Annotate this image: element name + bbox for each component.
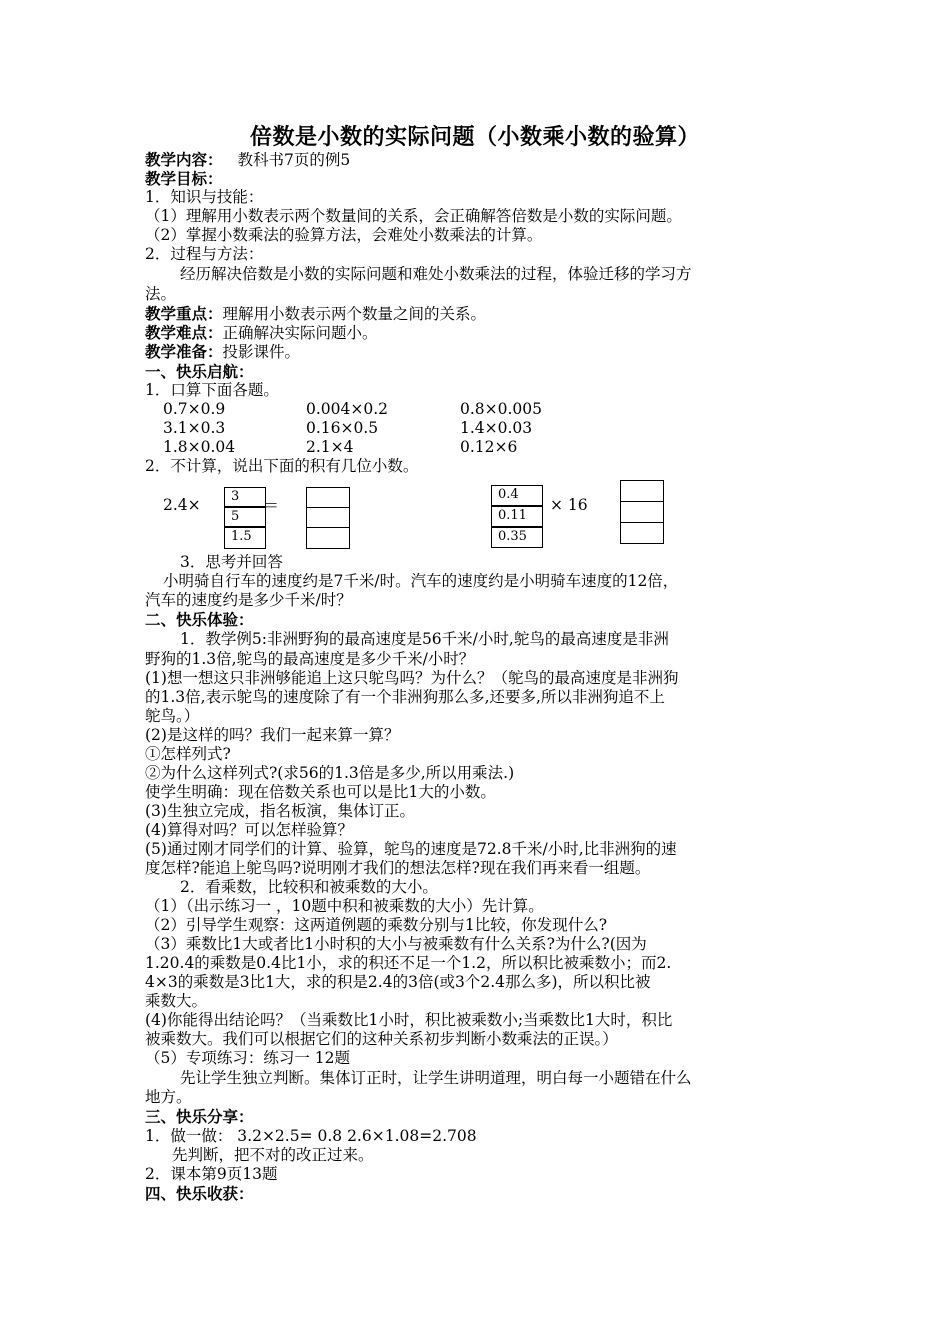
right-cell: 0.11: [491, 506, 543, 527]
key-point-label: 教学重点：: [145, 304, 223, 323]
right-cell: 0.35: [491, 527, 543, 548]
answer-box: [306, 507, 350, 528]
s2-line: (4)你能得出结论吗？（当乘数比1小时，积比被乘数小;当乘数比1大时，积比: [145, 1011, 673, 1029]
oral-item: 0.8×0.005: [460, 400, 543, 418]
s2-line: 地方。: [145, 1088, 192, 1106]
s2-line: (3)生独立完成，指名板演，集体订正。: [145, 802, 415, 820]
left-cell: 3: [224, 487, 266, 507]
difficulty-value: 正确解决实际问题小。: [222, 324, 378, 342]
goal-2b: 法。: [145, 285, 177, 303]
s2-line: （1）（出示练习一 ，10题中积和被乘数的大小）先计算。: [145, 897, 544, 915]
answer-box: [620, 480, 664, 502]
s2-line: 度怎样?能追上鸵鸟吗?说明刚才我们的想法怎样?现在我们再来看一组题。: [145, 859, 651, 877]
s1-question-3: 3．思考并回答: [180, 553, 283, 571]
answer-box: [306, 527, 350, 549]
s2-line: ①怎样列式?: [145, 745, 231, 763]
s2-line: ②为什么这样列式?(求56的1.3倍是多少,所以用乘法.): [145, 764, 515, 782]
s2-line: （5）专项练习：练习一 12题: [145, 1049, 351, 1067]
s2-line: (5)通过刚才同学们的计算、验算，鸵鸟的速度是72.8千米/小时,比非洲狗的速: [145, 840, 677, 858]
right-cell: 0.4: [491, 485, 543, 506]
s3-line: 先判断，把不对的改正过来。: [172, 1146, 374, 1164]
left-cell: 5: [224, 507, 266, 527]
goal-1: 1．知识与技能：: [145, 188, 264, 206]
oral-item: 1.4×0.03: [460, 419, 533, 437]
s2-line: (4)算得对吗？可以怎样验算？: [145, 821, 353, 839]
s2-line: 乘数大。: [145, 992, 208, 1010]
teaching-content-label: 教学内容：: [145, 150, 223, 169]
s1-question-3a: 小明骑自行车的速度约是7千米/时。汽车的速度约是小明骑车速度的12倍，: [163, 572, 679, 590]
s2-line: 先让学生独立判断。集体订正时，让学生讲明道理，明白每一小题错在什么: [180, 1069, 692, 1087]
section-4-title: 四、快乐收获：: [145, 1184, 254, 1203]
s3-line: 2．课本第9页13题: [145, 1165, 278, 1183]
left-multiplier: 2.4×: [163, 496, 201, 514]
page-title: 倍数是小数的实际问题（小数乘小数的验算）: [249, 124, 700, 150]
s1-question-1: 1．口算下面各题。: [145, 381, 279, 399]
s2-line: 野狗的1.3倍,鸵鸟的最高速度是多少千米/小时？: [145, 650, 475, 668]
section-3-title: 三、快乐分享：: [145, 1107, 254, 1126]
oral-item: 1.8×0.04: [163, 438, 236, 456]
equals-sign: ＝: [263, 496, 280, 515]
goal-2: 2．过程与方法：: [145, 245, 264, 263]
oral-item: 0.7×0.9: [163, 400, 226, 418]
right-multiplier: × 16: [550, 496, 588, 514]
s2-line: （2）引导学生观察：这两道例题的乘数分别与1比较，你发现什么?: [145, 916, 608, 934]
teaching-goal-label: 教学目标：: [145, 169, 223, 188]
s2-line: （3）乘数比1大或者比1小时积的大小与被乘数有什么关系?为什么?(因为: [145, 935, 647, 953]
preparation-label: 教学准备：: [145, 342, 223, 361]
oral-item: 2.1×4: [306, 438, 354, 456]
key-point-line: [145, 304, 486, 324]
section-1-title: 一、快乐启航：: [145, 362, 254, 381]
s1-question-2: 2．不计算，说出下面的积有几位小数。: [145, 457, 419, 475]
s2-line: 1.20.4的乘数是0.4比1小，求的积还不足一个1.2，所以积比被乘数小；而2.: [145, 954, 672, 972]
s2-line: 鸵鸟。）: [145, 707, 200, 725]
answer-box: [620, 501, 664, 523]
key-point-value: 理解用小数表示两个数量之间的关系。: [222, 305, 487, 323]
oral-item: 3.1×0.3: [163, 419, 226, 437]
difficulty-line: [145, 323, 378, 343]
goal-1a: （1）理解用小数表示两个数量间的关系，会正确解答倍数是小数的实际问题。: [145, 207, 682, 225]
s2-line: 的1.3倍,表示鸵鸟的速度除了有一个非洲狗那么多,还要多,所以非洲狗追不上: [145, 688, 665, 706]
section-2-title: 二、快乐体验：: [145, 610, 254, 629]
preparation-line: [145, 342, 300, 362]
difficulty-label: 教学难点：: [145, 323, 223, 342]
oral-item: 0.12×6: [460, 438, 518, 456]
teaching-content-value: 教科书7页的例5: [237, 151, 351, 169]
goal-1b: （2）掌握小数乘法的验算方法，会难处小数乘法的计算。: [145, 226, 543, 244]
oral-item: 0.004×0.2: [306, 400, 389, 418]
s2-line: (1)想一想这只非洲够能追上这只鸵鸟吗？为什么？（鸵鸟的最高速度是非洲狗: [145, 669, 679, 687]
s2-line: 4×3的乘数是3比1大，求的积是2.4的3倍(或3个2.4那么多)，所以积比被: [145, 973, 651, 991]
s2-line: 2．看乘数，比较积和被乘数的大小。: [180, 878, 438, 896]
left-cell: 1.5: [224, 527, 266, 549]
preparation-value: 投影课件。: [222, 343, 301, 361]
s3-line: 1．做一做： 3.2×2.5= 0.8 2.6×1.08=2.708: [145, 1127, 477, 1145]
s2-line: (2)是这样的吗？我们一起来算一算？: [145, 726, 400, 744]
s2-line: 被乘数大。我们可以根据它们的这种关系初步判断小数乘法的正误。）: [145, 1030, 618, 1048]
s2-line: 1．教学例5:非洲野狗的最高速度是56千米/小时,鸵鸟的最高速度是非洲: [180, 630, 669, 648]
s1-question-3b: 汽车的速度约是多少千米/时？: [145, 591, 352, 609]
oral-item: 0.16×0.5: [306, 419, 379, 437]
goal-2a: 经历解决倍数是小数的实际问题和难处小数乘法的过程，体验迁移的学习方: [180, 265, 692, 283]
teaching-content-line: [145, 150, 350, 170]
answer-box: [620, 522, 664, 544]
s2-line: 使学生明确：现在倍数关系也可以是比1大的小数。: [145, 783, 496, 801]
answer-box: [306, 487, 350, 508]
